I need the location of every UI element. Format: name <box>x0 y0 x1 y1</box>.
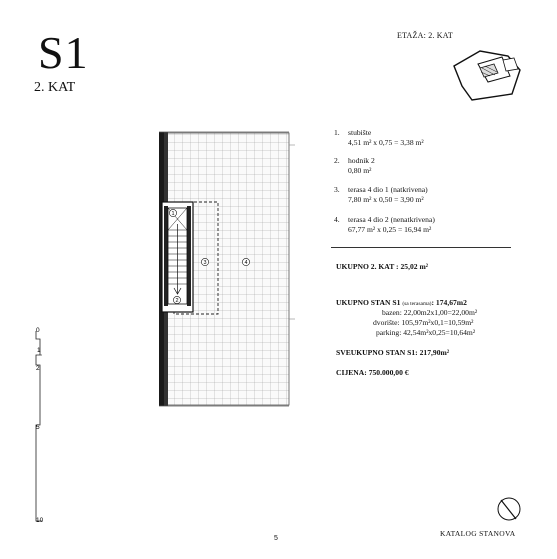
room-name: terasa 4 dio 2 (nenatkrivena) <box>348 215 435 224</box>
ukupno-kat: UKUPNO 2. KAT : 25,02 m² <box>336 262 429 271</box>
unit-title: S1 <box>38 27 89 78</box>
level-2: 2 <box>36 365 40 372</box>
room-number: 4. <box>334 215 340 224</box>
room-number: 3. <box>334 185 340 194</box>
level-5: 5 <box>36 424 40 431</box>
room-name: hodnik 2 <box>348 156 375 165</box>
divider <box>331 247 511 248</box>
north-arrow-icon <box>494 494 524 524</box>
marker-2-label: 2 <box>175 298 179 305</box>
room-area: 67,77 m² x 0,25 = 16,94 m² <box>348 225 432 234</box>
room-item-4 <box>334 215 534 245</box>
floor-label: 2. KAT <box>34 80 76 95</box>
parking-line: parking: 42,54m²x0,25=10,64m² <box>376 328 476 337</box>
marker-3-label: 3 <box>203 260 207 267</box>
room-number: 1. <box>334 128 340 137</box>
katalog-label: KATALOG STANOVA <box>440 529 516 538</box>
ukupno-stan-value: : 174,67m2 <box>431 298 467 307</box>
room-area: 4,51 m² x 0,75 = 3,38 m² <box>348 138 424 147</box>
ukupno-stan-note: (sa terasama) <box>402 301 432 307</box>
room-area: 7,80 m² x 0,50 = 3,90 m² <box>348 195 424 204</box>
room-item-2 <box>334 156 534 186</box>
page-number: 5 <box>274 535 278 542</box>
room-area: 0,80 m² <box>348 166 372 175</box>
room-name: terasa 4 dio 1 (natkrivena) <box>348 185 428 194</box>
level-1: 1 <box>37 347 41 354</box>
floor-plan <box>150 126 295 408</box>
room-number: 2. <box>334 156 340 165</box>
room-name: stubište <box>348 128 372 137</box>
marker-1-label: 1 <box>171 211 175 218</box>
key-plan-diagram <box>448 42 528 104</box>
bazen-line: bazen: 22,00m2x1,00=22,00m² <box>382 308 478 317</box>
dvoriste-line: dvorište: 105,97m²x0,1=10,59m² <box>373 318 474 327</box>
marker-4-label: 4 <box>244 260 248 267</box>
room-item-1 <box>334 128 534 158</box>
level-0: 0 <box>36 327 40 334</box>
etaza-label: ETAŽA: 2. KAT <box>397 31 453 40</box>
floor-level-indicator <box>28 325 50 525</box>
level-10: 10 <box>36 517 44 524</box>
ukupno-stan-label: UKUPNO STAN S1 <box>336 298 401 307</box>
cijena: CIJENA: 750.000,00 € <box>336 368 409 377</box>
sveukupno: SVEUKUPNO STAN S1: 217,90m² <box>336 348 450 357</box>
room-item-3 <box>334 185 534 215</box>
